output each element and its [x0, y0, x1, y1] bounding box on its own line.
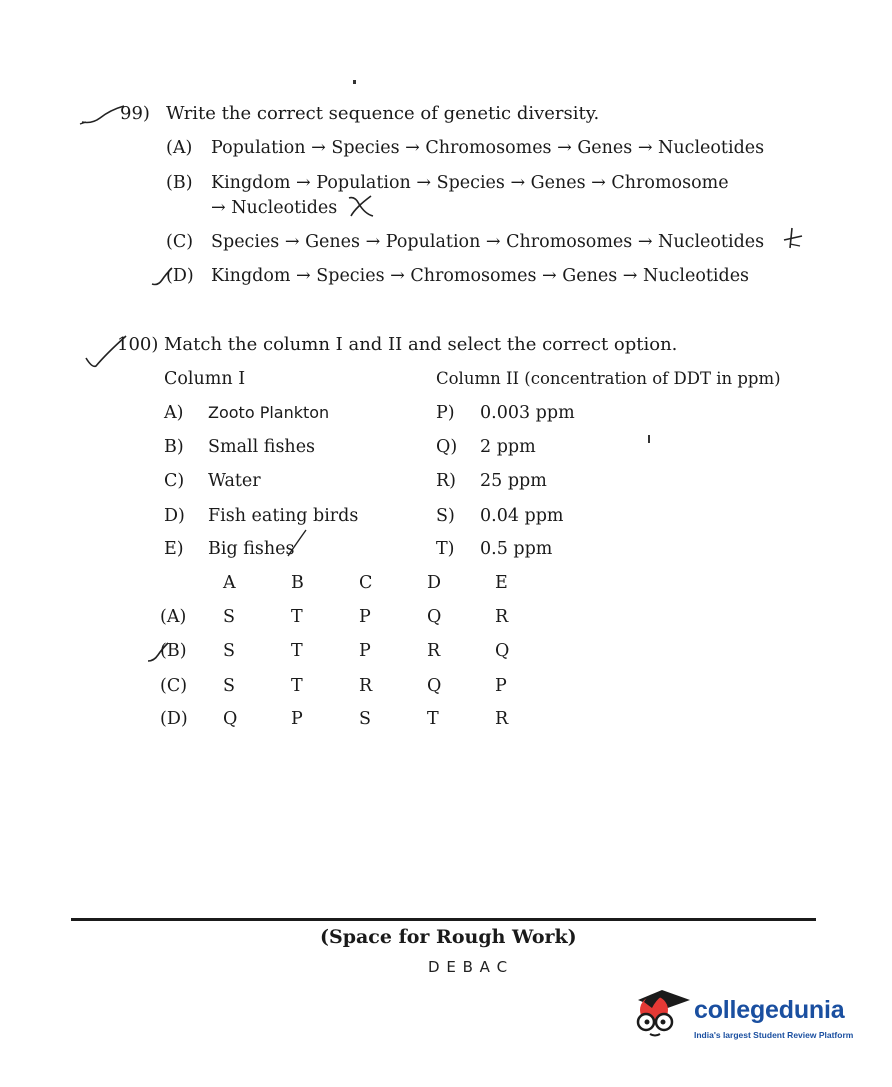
- answer-cell: S: [223, 641, 235, 661]
- answer-cell: T: [291, 607, 303, 627]
- answer-cell: R: [427, 641, 441, 661]
- cross-mark-b: [345, 192, 377, 220]
- divider: [71, 918, 816, 921]
- answer-row-label: (A): [160, 607, 187, 627]
- answer-col-header: B: [291, 573, 304, 593]
- answer-cell: Q: [223, 709, 238, 729]
- pen-stroke: [284, 528, 308, 558]
- col1-header: Column I: [164, 369, 246, 389]
- col2-row-label: Q): [436, 437, 458, 457]
- answer-cell: T: [291, 641, 303, 661]
- col2-row-text: 0.04 ppm: [480, 506, 564, 526]
- answer-cell: P: [359, 607, 371, 627]
- col1-row-label: A): [164, 403, 184, 423]
- answer-row-label: (B): [160, 641, 187, 661]
- q99-option-d-label: (D): [166, 266, 194, 286]
- col2-row-text: 2 ppm: [480, 437, 536, 457]
- q99-option-b-text: Kingdom → Population → Species → Genes → Chromosome: [211, 173, 729, 193]
- answer-cell: P: [291, 709, 303, 729]
- answer-cell: R: [359, 676, 373, 696]
- q100-question: Match the column I and II and select the correct option.: [164, 334, 678, 355]
- answer-cell: R: [495, 607, 509, 627]
- col1-row-text: Small fishes: [208, 437, 316, 457]
- q99-option-a-label: (A): [166, 138, 193, 158]
- brand-tagline: India's largest Student Review Platform: [694, 1030, 854, 1040]
- col1-row-text: Big fishes: [208, 539, 295, 559]
- q99-option-c-text: Species → Genes → Population → Chromosomes → Nucleotides: [211, 232, 765, 252]
- col2-row-label: R): [436, 471, 457, 491]
- q100-number: 100): [117, 334, 159, 355]
- brand-name: collegedunia: [694, 996, 845, 1024]
- col1-row-text: Zooto Plankton: [208, 403, 330, 422]
- answer-col-header: C: [359, 573, 373, 593]
- cross-mark-c: [782, 226, 804, 252]
- answer-cell: S: [359, 709, 371, 729]
- answer-cell: P: [359, 641, 371, 661]
- col1-row-label: C): [164, 471, 185, 491]
- answer-cell: R: [495, 709, 509, 729]
- answer-cell: Q: [495, 641, 510, 661]
- col2-row-text: 25 ppm: [480, 471, 547, 491]
- answer-cell: S: [223, 676, 235, 696]
- q99-option-b-label: (B): [166, 173, 193, 193]
- col1-row-label: B): [164, 437, 184, 457]
- answer-cell: T: [427, 709, 439, 729]
- col2-row-label: T): [436, 539, 455, 559]
- answer-col-header: E: [495, 573, 508, 593]
- col2-header: Column II (concentration of DDT in ppm): [436, 369, 781, 388]
- q99-number: 99): [120, 103, 150, 124]
- col1-row-label: D): [164, 506, 185, 526]
- answer-row-label: (C): [160, 676, 188, 696]
- q99-option-b-cont: → Nucleotides: [211, 198, 338, 218]
- col2-row-text: 0.5 ppm: [480, 539, 553, 559]
- answer-cell: Q: [427, 676, 442, 696]
- answer-cell: S: [223, 607, 235, 627]
- answer-row-label: (D): [160, 709, 188, 729]
- q99-question: Write the correct sequence of genetic diversity.: [166, 103, 600, 124]
- col1-row-text: Water: [208, 471, 261, 491]
- q99-option-d-text: Kingdom → Species → Chromosomes → Genes → Nucleotides: [211, 266, 750, 286]
- rough-work-label: (Space for Rough Work): [320, 926, 577, 948]
- col1-row-text: Fish eating birds: [208, 506, 359, 526]
- stray-dot: [353, 80, 356, 84]
- q99-option-a-text: Population → Species → Chromosomes → Genes → Nucleotides: [211, 138, 765, 158]
- handwritten-answers: D E B A C: [428, 958, 509, 976]
- col2-row-label: P): [436, 403, 455, 423]
- stray-dot: [648, 435, 650, 443]
- q99-option-c-label: (C): [166, 232, 194, 252]
- answer-col-header: A: [223, 573, 236, 593]
- collegedunia-mascot-icon: [632, 982, 692, 1044]
- col1-row-label: E): [164, 539, 184, 559]
- col2-row-label: S): [436, 506, 455, 526]
- answer-col-header: D: [427, 573, 442, 593]
- answer-cell: T: [291, 676, 303, 696]
- answer-cell: P: [495, 676, 507, 696]
- col2-row-text: 0.003 ppm: [480, 403, 575, 423]
- answer-cell: Q: [427, 607, 442, 627]
